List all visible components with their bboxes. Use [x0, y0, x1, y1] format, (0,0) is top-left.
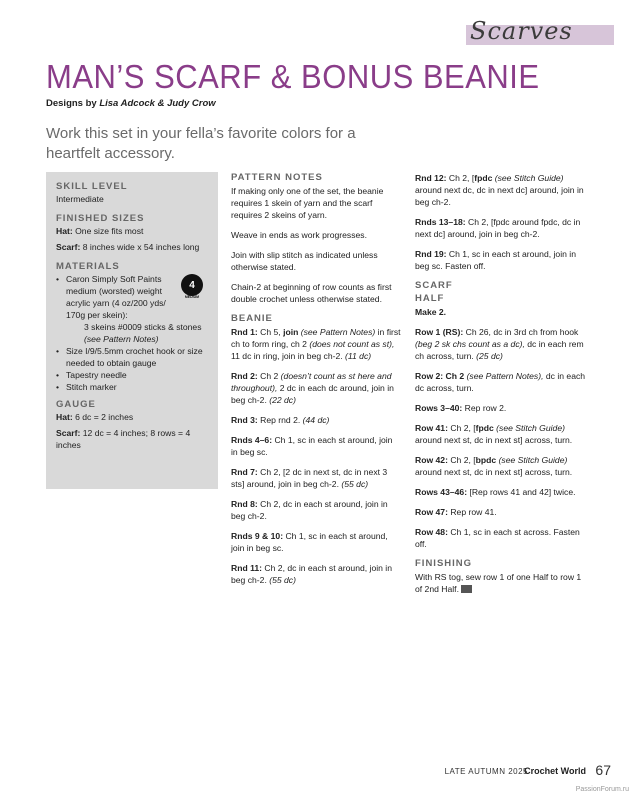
gauge-hat — [56, 411, 209, 423]
note-paragraph: If making only one of the set, the beanie requires 1 skein of yarn and the scarf requires 2 skeins of yarn. — [231, 186, 384, 220]
byline-prefix: Designs by — [46, 98, 100, 109]
material-text: Caron Simply Soft Paints medium (worsted) weight acrylic yarn (4 oz/200 yds/ 170g per skein): — [66, 274, 166, 320]
beanie-round-3: Rnd 3: Rep rnd 2. (44 dc) — [231, 415, 330, 425]
column-pattern-notes — [231, 172, 401, 594]
beanie-rounds-4-6: Rnds 4–6: Ch 1, sc in each st around, join in beg sc. — [231, 435, 393, 457]
material-text: Tapestry needle — [66, 370, 127, 380]
beanie-round-19: Rnd 19: Ch 1, sc in each st around, join in beg sc. Fasten off. — [415, 249, 576, 271]
page-title: MAN’S SCARF & BONUS BEANIE — [46, 58, 540, 96]
beanie-round-7: Rnd 7: Ch 2, [2 dc in next st, dc in next 3 sts] around, join in beg ch-2. (55 dc) — [231, 467, 388, 489]
materials-list — [56, 273, 209, 393]
scarf-rows-3-40: Rows 3–40: Rep row 2. — [415, 403, 507, 413]
intro-text: Work this set in your fella’s favorite colors for a heartfelt accessory. — [46, 125, 356, 162]
materials-heading: MATERIALS — [56, 261, 120, 272]
scarf-row-42: Row 42: Ch 2, [bpdc (see Stitch Guide) around next st, dc in next st] across, turn. — [415, 455, 573, 477]
materials-block — [56, 273, 209, 393]
page-footer — [0, 762, 633, 780]
material-item: • Size I/9/5.5mm crochet hook or size needed to obtain gauge — [56, 346, 203, 368]
size-scarf-label: Scarf: — [56, 242, 81, 252]
finishing-text: With RS tog, sew row 1 of one Half to row 1 of 2nd Half. — [415, 572, 582, 594]
scarf-row-41: Row 41: Ch 2, [fpdc (see Stitch Guide) around next st, dc in next st] across, turn. — [415, 423, 573, 445]
pattern-notes-heading: PATTERN NOTES — [231, 172, 323, 183]
make-instruction: Make 2. — [415, 307, 447, 317]
column-scarf — [415, 172, 587, 603]
yarn-detail: 3 skeins #0009 sticks & stones — [84, 322, 202, 332]
scarf-heading: SCARF — [415, 280, 453, 291]
skill-level-heading: SKILL LEVEL — [56, 181, 128, 192]
size-scarf — [56, 241, 209, 253]
section-label: Scarves — [470, 17, 573, 45]
footer-issue: LATE AUTUMN 2025 — [444, 767, 528, 776]
half-heading: HALF — [415, 293, 445, 304]
footer-magazine: Crochet World — [524, 766, 586, 776]
cw-end-icon — [461, 585, 472, 593]
scarf-row-1: Row 1 (RS): Ch 26, dc in 3rd ch from hook (beg 2 sk chs count as a dc), dc in each rem ch across, turn. (25 dc) — [415, 327, 584, 361]
beanie-round-8: Rnd 8: Ch 2, dc in each st around, join in beg ch-2. — [231, 499, 388, 521]
gauge-hat-value: 6 dc = 2 inches — [72, 412, 134, 422]
page-number: 67 — [595, 762, 611, 778]
beanie-heading: BEANIE — [231, 313, 273, 324]
watermark: PassionForum.ru — [575, 786, 629, 793]
gauge-scarf — [56, 427, 209, 451]
scarf-row-48: Row 48: Ch 1, sc in each st across. Fasten off. — [415, 527, 580, 549]
skill-level-value: Intermediate — [56, 194, 104, 204]
material-text: Stitch marker — [66, 382, 117, 392]
note-paragraph: Join with slip stitch as indicated unless otherwise stated. — [231, 250, 378, 272]
gauge-hat-label: Hat: — [56, 412, 73, 422]
finished-sizes-heading: FINISHED SIZES — [56, 213, 145, 224]
note-paragraph: Chain-2 at beginning of row counts as first double crochet unless otherwise stated. — [231, 282, 392, 304]
material-item: • Caron Simply Soft Paints medium (worsted) weight acrylic yarn (4 oz/200 yds/ 170g per skein): — [56, 274, 166, 320]
size-hat-label: Hat: — [56, 226, 73, 236]
gauge-scarf-label: Scarf: — [56, 428, 81, 438]
info-sidebar — [46, 172, 218, 489]
size-hat-value: One size fits most — [72, 226, 144, 236]
beanie-round-11: Rnd 11: Ch 2, dc in each st around, join in beg ch-2. (55 dc) — [231, 563, 392, 585]
scarf-row-2: Row 2: Ch 2 (see Pattern Notes), dc in each dc across, turn. — [415, 371, 586, 393]
beanie-round-12: Rnd 12: Ch 2, [fpdc (see Stitch Guide) around next dc, dc in next dc] around, join in beg ch-2. — [415, 173, 584, 207]
gauge-heading: GAUGE — [56, 399, 96, 410]
material-detail-note — [56, 333, 209, 345]
beanie-round-1: Rnd 1: Ch 5, join (see Pattern Notes) in first ch to form ring, ch 2 (does not count as st), 11 dc in ring, join in beg ch-2. (11 dc) — [231, 327, 401, 361]
yarn-weight-number: 4 — [189, 280, 195, 291]
material-item: • Tapestry needle — [56, 370, 127, 380]
finishing-heading: FINISHING — [415, 558, 473, 569]
beanie-rounds-9-10: Rnds 9 & 10: Ch 1, sc in each st around, join in beg sc. — [231, 531, 388, 553]
scarf-row-47: Row 47: Rep row 41. — [415, 507, 497, 517]
beanie-round-2: Rnd 2: Ch 2 (doesn’t count as st here and throughout), 2 dc in each dc around, join in beg ch-2. (22 dc) — [231, 371, 394, 405]
size-scarf-value: 8 inches wide x 54 inches long — [80, 242, 200, 252]
yarn-detail-note: (see Pattern Notes) — [84, 334, 159, 344]
gauge-scarf-value: 12 dc = 4 inches; 8 rows = 4 inches — [56, 428, 191, 450]
size-hat — [56, 225, 209, 237]
yarn-weight-label: MEDIUM — [184, 295, 200, 299]
material-text: Size I/9/5.5mm crochet hook or size needed to obtain gauge — [66, 346, 203, 368]
material-item: • Stitch marker — [56, 382, 117, 392]
byline-names: Lisa Adcock & Judy Crow — [99, 98, 216, 109]
beanie-rounds-13-18: Rnds 13–18: Ch 2, [fpdc around fpdc, dc in next dc] around, join in beg ch-2. — [415, 217, 581, 239]
material-detail — [56, 321, 209, 333]
note-paragraph: Weave in ends as work progresses. — [231, 230, 367, 240]
byline — [46, 98, 216, 109]
scarf-rows-43-46: Rows 43–46: [Rep rows 41 and 42] twice. — [415, 487, 576, 497]
